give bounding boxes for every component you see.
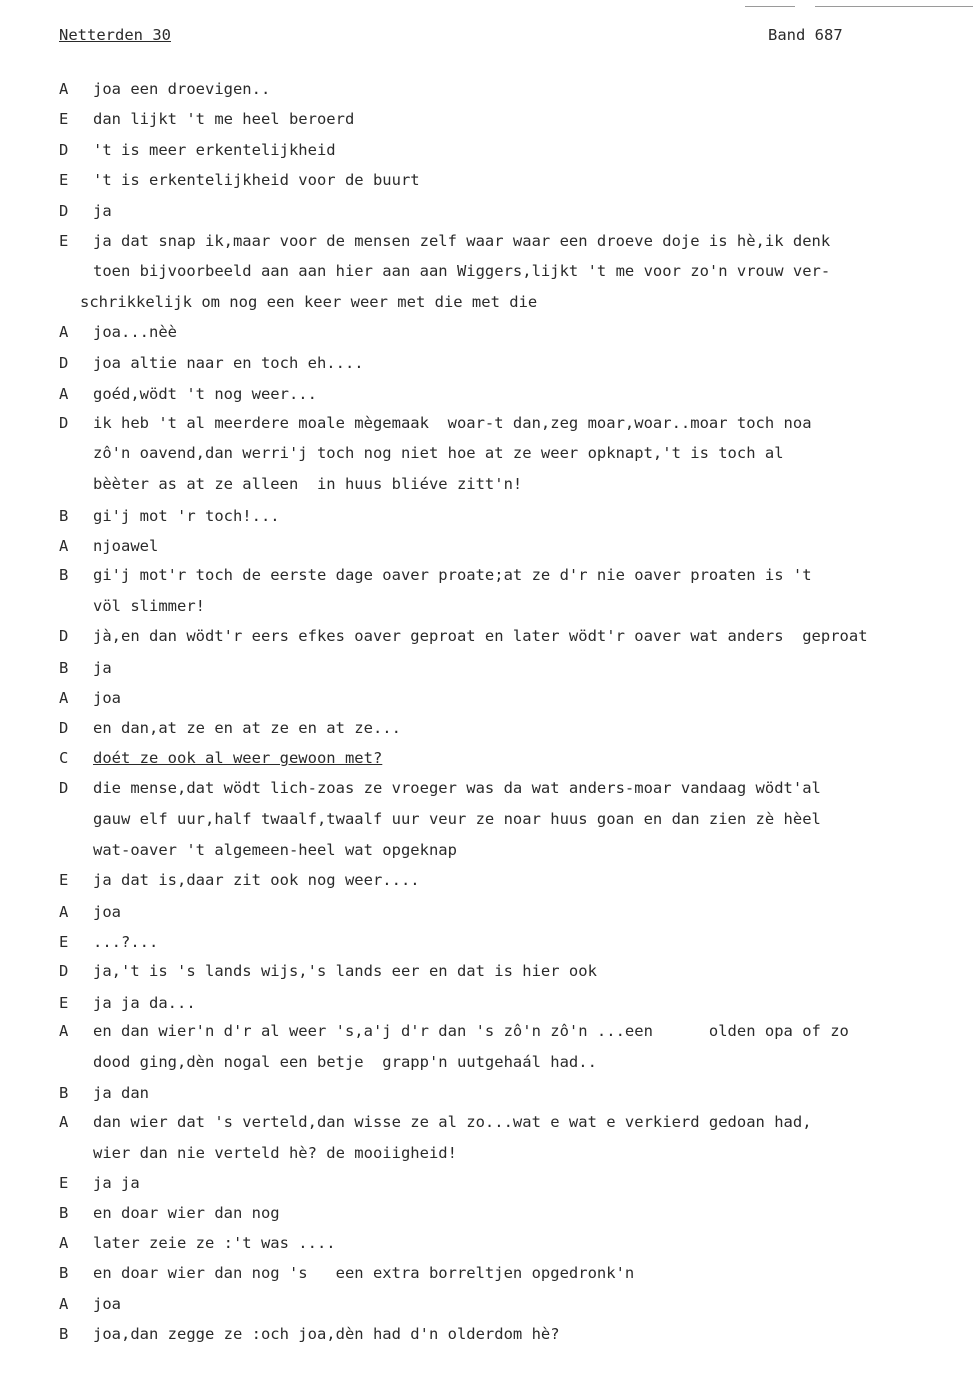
speaker-label: D [59, 202, 69, 220]
utterance-continuation: bèèter as at ze alleen in huus bliéve zitt'n! [93, 475, 523, 493]
utterance-line: joa,dan zegge ze :och joa,dèn had d'n olderdom hè? [93, 1325, 560, 1343]
utterance-line: gi'j mot 'r toch!... [93, 507, 280, 525]
speaker-label: A [59, 323, 69, 341]
utterance-line: ja dat is,daar zit ook nog weer.... [93, 871, 420, 889]
header-location: Netterden 30 [59, 26, 171, 44]
header-tape-number: Band 687 [768, 26, 843, 44]
utterance-continuation: schrikkelijk om nog een keer weer met die met die [80, 293, 538, 311]
speaker-label: E [59, 232, 69, 250]
speaker-label: C [59, 749, 69, 767]
speaker-label: E [59, 871, 69, 889]
utterance-line: joa een droevigen.. [93, 80, 271, 98]
utterance-line: en dan,at ze en at ze en at ze... [93, 719, 401, 737]
speaker-label: B [59, 1264, 69, 1282]
speaker-label: D [59, 779, 69, 797]
utterance-line: ja dat snap ik,maar voor de mensen zelf waar waar een droeve doje is hè,ik denk [93, 232, 831, 250]
utterance-line: die mense,dat wödt lich-zoas ze vroeger was da wat anders-moar vandaag wödt'al [93, 779, 821, 797]
speaker-label: A [59, 1295, 69, 1313]
speaker-label: E [59, 1174, 69, 1192]
utterance-line: ...?... [93, 933, 159, 951]
utterance-line: en doar wier dan nog 's een extra borreltjen opgedronk'n [93, 1264, 635, 1282]
speaker-label: D [59, 627, 69, 645]
speaker-label: A [59, 903, 69, 921]
utterance-line: joa [93, 1295, 121, 1313]
speaker-label: D [59, 962, 69, 980]
utterance-line: joa [93, 903, 121, 921]
utterance-line: ja ja [93, 1174, 140, 1192]
speaker-label: A [59, 1022, 69, 1040]
utterance-line: goéd,wödt 't nog weer... [93, 385, 317, 403]
speaker-label: E [59, 994, 69, 1012]
utterance-line: dan wier dat 's verteld,dan wisse ze al zo...wat e wat e verkierd gedoan had, [93, 1113, 812, 1131]
utterance-continuation: wier dan nie verteld hè? de mooiigheid! [93, 1144, 457, 1162]
utterance-line: ja,'t is 's lands wijs,'s lands eer en dat is hier ook [93, 962, 597, 980]
utterance-line: ja dan [93, 1084, 149, 1102]
utterance-continuation: dood ging,dèn nogal een betje grapp'n uutgehaál had.. [93, 1053, 597, 1071]
utterance-line: later zeie ze :'t was .... [93, 1234, 336, 1252]
top-rule-left [745, 6, 795, 7]
speaker-label: B [59, 566, 69, 584]
utterance-line: njoawel [93, 537, 159, 555]
speaker-label: A [59, 537, 69, 555]
speaker-label: D [59, 141, 69, 159]
speaker-label: B [59, 1084, 69, 1102]
speaker-label: E [59, 933, 69, 951]
utterance-line: ik heb 't al meerdere moale mègemaak woar-t dan,zeg moar,woar..moar toch noa [93, 414, 812, 432]
speaker-label: D [59, 719, 69, 737]
utterance-line: ja [93, 659, 112, 677]
utterance-line: joa altie naar en toch eh.... [93, 354, 364, 372]
utterance-line: joa [93, 689, 121, 707]
speaker-label: B [59, 1325, 69, 1343]
utterance-line: ja [93, 202, 112, 220]
speaker-label: B [59, 1204, 69, 1222]
utterance-line: 't is erkentelijkheid voor de buurt [93, 171, 420, 189]
speaker-label: E [59, 110, 69, 128]
utterance-line: doét ze ook al weer gewoon met? [93, 749, 383, 767]
utterance-line: joa...nèè [93, 323, 177, 341]
speaker-label: A [59, 689, 69, 707]
utterance-continuation: zô'n oavend,dan werri'j toch nog niet hoe at ze weer opknapt,'t is toch al [93, 444, 784, 462]
speaker-label: A [59, 1113, 69, 1131]
utterance-line: en doar wier dan nog [93, 1204, 280, 1222]
utterance-line: dan lijkt 't me heel beroerd [93, 110, 355, 128]
utterance-line: jà,en dan wödt'r eers efkes oaver geproat en later wödt'r oaver wat anders geproat [93, 627, 868, 645]
speaker-label: A [59, 385, 69, 403]
utterance-line: ja ja da... [93, 994, 196, 1012]
speaker-label: D [59, 414, 69, 432]
top-rule-right [815, 6, 973, 7]
utterance-continuation: gauw elf uur,half twaalf,twaalf uur veur ze noar huus goan en dan zien zè hèel [93, 810, 821, 828]
speaker-label: A [59, 1234, 69, 1252]
speaker-label: E [59, 171, 69, 189]
utterance-line: en dan wier'n d'r al weer 's,a'j d'r dan 's zô'n zô'n ...een olden opa of zo [93, 1022, 849, 1040]
utterance-continuation: völ slimmer! [93, 597, 205, 615]
speaker-label: B [59, 507, 69, 525]
utterance-line: gi'j mot'r toch de eerste dage oaver proate;at ze d'r nie oaver proaten is 't [93, 566, 812, 584]
speaker-label: B [59, 659, 69, 677]
utterance-continuation: toen bijvoorbeeld aan aan hier aan aan Wiggers,lijkt 't me voor zo'n vrouw ver- [93, 262, 831, 280]
speaker-label: D [59, 354, 69, 372]
utterance-continuation: wat-oaver 't algemeen-heel wat opgeknap [93, 841, 457, 859]
speaker-label: A [59, 80, 69, 98]
utterance-line: 't is meer erkentelijkheid [93, 141, 336, 159]
